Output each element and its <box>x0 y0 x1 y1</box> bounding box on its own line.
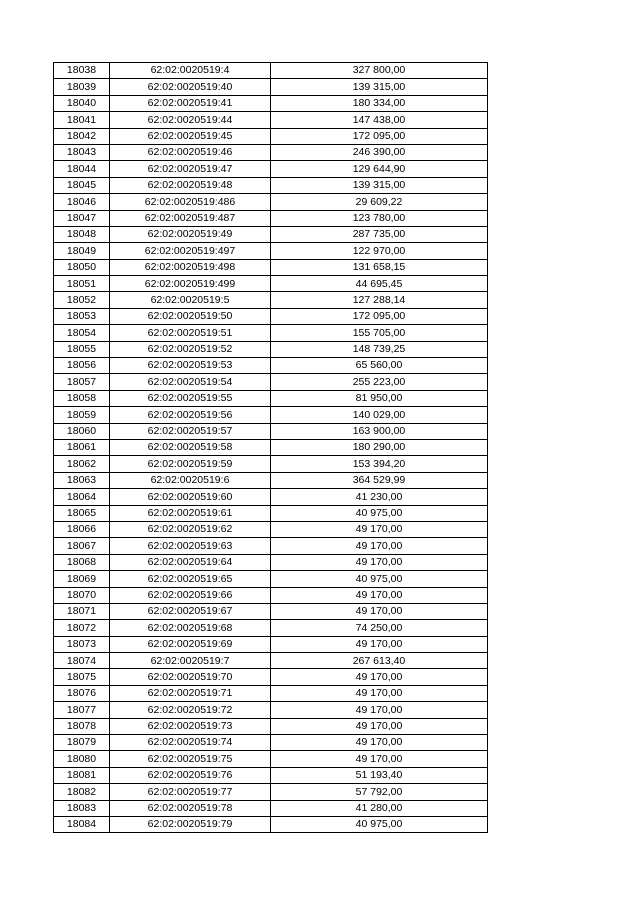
cadastral-number-cell: 62:02:0020519:63 <box>110 538 271 554</box>
table-row <box>54 423 488 439</box>
value-cell: 127 288,14 <box>271 292 488 308</box>
table-row <box>54 767 488 783</box>
row-number-cell: 18070 <box>54 587 110 603</box>
table-row <box>54 800 488 816</box>
value-cell: 131 658,15 <box>271 259 488 275</box>
table-row <box>54 751 488 767</box>
row-number-cell: 18054 <box>54 325 110 341</box>
table-row <box>54 226 488 242</box>
value-cell: 49 170,00 <box>271 669 488 685</box>
cadastral-number-cell: 62:02:0020519:487 <box>110 210 271 226</box>
value-cell: 49 170,00 <box>271 538 488 554</box>
row-number-cell: 18052 <box>54 292 110 308</box>
value-cell: 327 800,00 <box>271 63 488 79</box>
row-number-cell: 18051 <box>54 276 110 292</box>
table-row <box>54 554 488 570</box>
cadastral-number-cell: 62:02:0020519:78 <box>110 800 271 816</box>
value-cell: 49 170,00 <box>271 685 488 701</box>
cadastral-number-cell: 62:02:0020519:75 <box>110 751 271 767</box>
table-row <box>54 653 488 669</box>
row-number-cell: 18083 <box>54 800 110 816</box>
cadastral-number-cell: 62:02:0020519:72 <box>110 702 271 718</box>
value-cell: 81 950,00 <box>271 390 488 406</box>
row-number-cell: 18080 <box>54 751 110 767</box>
row-number-cell: 18041 <box>54 112 110 128</box>
table-row <box>54 390 488 406</box>
cadastral-number-cell: 62:02:0020519:73 <box>110 718 271 734</box>
value-cell: 40 975,00 <box>271 816 488 832</box>
table-row <box>54 718 488 734</box>
value-cell: 246 390,00 <box>271 144 488 160</box>
table-row <box>54 194 488 210</box>
row-number-cell: 18060 <box>54 423 110 439</box>
value-cell: 49 170,00 <box>271 603 488 619</box>
value-cell: 147 438,00 <box>271 112 488 128</box>
row-number-cell: 18046 <box>54 194 110 210</box>
table-row <box>54 144 488 160</box>
value-cell: 40 975,00 <box>271 571 488 587</box>
row-number-cell: 18058 <box>54 390 110 406</box>
cadastral-number-cell: 62:02:0020519:46 <box>110 144 271 160</box>
value-cell: 139 315,00 <box>271 79 488 95</box>
value-cell: 155 705,00 <box>271 325 488 341</box>
table-body <box>54 63 488 833</box>
value-cell: 40 975,00 <box>271 505 488 521</box>
table-row <box>54 243 488 259</box>
row-number-cell: 18084 <box>54 816 110 832</box>
table-row <box>54 489 488 505</box>
value-cell: 49 170,00 <box>271 702 488 718</box>
cadastral-number-cell: 62:02:0020519:41 <box>110 95 271 111</box>
cadastral-number-cell: 62:02:0020519:68 <box>110 620 271 636</box>
cadastral-number-cell: 62:02:0020519:60 <box>110 489 271 505</box>
table-row <box>54 161 488 177</box>
row-number-cell: 18043 <box>54 144 110 160</box>
row-number-cell: 18082 <box>54 784 110 800</box>
row-number-cell: 18057 <box>54 374 110 390</box>
value-cell: 267 613,40 <box>271 653 488 669</box>
cadastral-number-cell: 62:02:0020519:71 <box>110 685 271 701</box>
value-cell: 49 170,00 <box>271 735 488 751</box>
row-number-cell: 18039 <box>54 79 110 95</box>
table-row <box>54 439 488 455</box>
table-row <box>54 325 488 341</box>
row-number-cell: 18062 <box>54 456 110 472</box>
value-cell: 49 170,00 <box>271 636 488 652</box>
row-number-cell: 18061 <box>54 439 110 455</box>
table-row <box>54 472 488 488</box>
cadastral-number-cell: 62:02:0020519:74 <box>110 735 271 751</box>
table-row <box>54 177 488 193</box>
cadastral-number-cell: 62:02:0020519:49 <box>110 226 271 242</box>
value-cell: 49 170,00 <box>271 751 488 767</box>
table-row <box>54 505 488 521</box>
cadastral-number-cell: 62:02:0020519:5 <box>110 292 271 308</box>
cadastral-number-cell: 62:02:0020519:4 <box>110 63 271 79</box>
cadastral-number-cell: 62:02:0020519:45 <box>110 128 271 144</box>
row-number-cell: 18055 <box>54 341 110 357</box>
value-cell: 172 095,00 <box>271 128 488 144</box>
row-number-cell: 18042 <box>54 128 110 144</box>
row-number-cell: 18059 <box>54 407 110 423</box>
cadastral-number-cell: 62:02:0020519:76 <box>110 767 271 783</box>
value-cell: 65 560,00 <box>271 358 488 374</box>
value-cell: 41 230,00 <box>271 489 488 505</box>
table-row <box>54 292 488 308</box>
row-number-cell: 18044 <box>54 161 110 177</box>
table-row <box>54 308 488 324</box>
cadastral-number-cell: 62:02:0020519:67 <box>110 603 271 619</box>
table-row <box>54 669 488 685</box>
cadastral-number-cell: 62:02:0020519:58 <box>110 439 271 455</box>
cadastral-number-cell: 62:02:0020519:54 <box>110 374 271 390</box>
cadastral-number-cell: 62:02:0020519:40 <box>110 79 271 95</box>
value-cell: 153 394,20 <box>271 456 488 472</box>
row-number-cell: 18066 <box>54 521 110 537</box>
value-cell: 49 170,00 <box>271 718 488 734</box>
cadastral-number-cell: 62:02:0020519:6 <box>110 472 271 488</box>
table-row <box>54 735 488 751</box>
cadastral-number-cell: 62:02:0020519:499 <box>110 276 271 292</box>
cadastral-number-cell: 62:02:0020519:51 <box>110 325 271 341</box>
table-row <box>54 685 488 701</box>
table-row <box>54 63 488 79</box>
table-row <box>54 407 488 423</box>
row-number-cell: 18068 <box>54 554 110 570</box>
value-cell: 41 280,00 <box>271 800 488 816</box>
cadastral-number-cell: 62:02:0020519:53 <box>110 358 271 374</box>
table-row <box>54 259 488 275</box>
table-row <box>54 95 488 111</box>
table-row <box>54 636 488 652</box>
row-number-cell: 18063 <box>54 472 110 488</box>
table-row <box>54 571 488 587</box>
row-number-cell: 18078 <box>54 718 110 734</box>
row-number-cell: 18053 <box>54 308 110 324</box>
row-number-cell: 18073 <box>54 636 110 652</box>
table-row <box>54 702 488 718</box>
table-row <box>54 128 488 144</box>
row-number-cell: 18072 <box>54 620 110 636</box>
cadastral-number-cell: 62:02:0020519:48 <box>110 177 271 193</box>
value-cell: 44 695,45 <box>271 276 488 292</box>
value-cell: 172 095,00 <box>271 308 488 324</box>
value-cell: 29 609,22 <box>271 194 488 210</box>
row-number-cell: 18056 <box>54 358 110 374</box>
row-number-cell: 18065 <box>54 505 110 521</box>
cadastral-number-cell: 62:02:0020519:47 <box>110 161 271 177</box>
value-cell: 57 792,00 <box>271 784 488 800</box>
row-number-cell: 18049 <box>54 243 110 259</box>
row-number-cell: 18064 <box>54 489 110 505</box>
row-number-cell: 18048 <box>54 226 110 242</box>
value-cell: 287 735,00 <box>271 226 488 242</box>
table-row <box>54 816 488 832</box>
cadastral-number-cell: 62:02:0020519:52 <box>110 341 271 357</box>
cadastral-number-cell: 62:02:0020519:44 <box>110 112 271 128</box>
value-cell: 180 334,00 <box>271 95 488 111</box>
row-number-cell: 18040 <box>54 95 110 111</box>
value-cell: 129 644,90 <box>271 161 488 177</box>
value-cell: 49 170,00 <box>271 587 488 603</box>
row-number-cell: 18045 <box>54 177 110 193</box>
table-row <box>54 620 488 636</box>
row-number-cell: 18067 <box>54 538 110 554</box>
row-number-cell: 18050 <box>54 259 110 275</box>
value-cell: 364 529,99 <box>271 472 488 488</box>
cadastral-number-cell: 62:02:0020519:69 <box>110 636 271 652</box>
value-cell: 123 780,00 <box>271 210 488 226</box>
value-cell: 49 170,00 <box>271 521 488 537</box>
row-number-cell: 18079 <box>54 735 110 751</box>
table-row <box>54 112 488 128</box>
value-cell: 49 170,00 <box>271 554 488 570</box>
value-cell: 140 029,00 <box>271 407 488 423</box>
cadastral-number-cell: 62:02:0020519:61 <box>110 505 271 521</box>
table-row <box>54 587 488 603</box>
table-row <box>54 456 488 472</box>
row-number-cell: 18069 <box>54 571 110 587</box>
row-number-cell: 18081 <box>54 767 110 783</box>
cadastral-number-cell: 62:02:0020519:497 <box>110 243 271 259</box>
value-cell: 139 315,00 <box>271 177 488 193</box>
cadastral-number-cell: 62:02:0020519:498 <box>110 259 271 275</box>
table-row <box>54 374 488 390</box>
row-number-cell: 18071 <box>54 603 110 619</box>
table-row <box>54 276 488 292</box>
value-cell: 51 193,40 <box>271 767 488 783</box>
table-row <box>54 784 488 800</box>
table-row <box>54 603 488 619</box>
cadastral-number-cell: 62:02:0020519:55 <box>110 390 271 406</box>
value-cell: 163 900,00 <box>271 423 488 439</box>
table-row <box>54 210 488 226</box>
value-cell: 122 970,00 <box>271 243 488 259</box>
row-number-cell: 18038 <box>54 63 110 79</box>
table-row <box>54 521 488 537</box>
cadastral-number-cell: 62:02:0020519:66 <box>110 587 271 603</box>
cadastral-number-cell: 62:02:0020519:7 <box>110 653 271 669</box>
table-row <box>54 79 488 95</box>
cadastral-number-cell: 62:02:0020519:56 <box>110 407 271 423</box>
row-number-cell: 18074 <box>54 653 110 669</box>
cadastral-number-cell: 62:02:0020519:50 <box>110 308 271 324</box>
cadastral-number-cell: 62:02:0020519:64 <box>110 554 271 570</box>
row-number-cell: 18075 <box>54 669 110 685</box>
value-cell: 255 223,00 <box>271 374 488 390</box>
cadastral-number-cell: 62:02:0020519:65 <box>110 571 271 587</box>
cadastral-number-cell: 62:02:0020519:79 <box>110 816 271 832</box>
cadastral-number-cell: 62:02:0020519:57 <box>110 423 271 439</box>
table-row <box>54 538 488 554</box>
cadastral-number-cell: 62:02:0020519:70 <box>110 669 271 685</box>
row-number-cell: 18076 <box>54 685 110 701</box>
cadastral-value-table <box>53 62 488 833</box>
value-cell: 180 290,00 <box>271 439 488 455</box>
cadastral-number-cell: 62:02:0020519:59 <box>110 456 271 472</box>
cadastral-number-cell: 62:02:0020519:62 <box>110 521 271 537</box>
table-row <box>54 341 488 357</box>
cadastral-number-cell: 62:02:0020519:486 <box>110 194 271 210</box>
table-row <box>54 358 488 374</box>
cadastral-number-cell: 62:02:0020519:77 <box>110 784 271 800</box>
value-cell: 74 250,00 <box>271 620 488 636</box>
row-number-cell: 18047 <box>54 210 110 226</box>
value-cell: 148 739,25 <box>271 341 488 357</box>
row-number-cell: 18077 <box>54 702 110 718</box>
